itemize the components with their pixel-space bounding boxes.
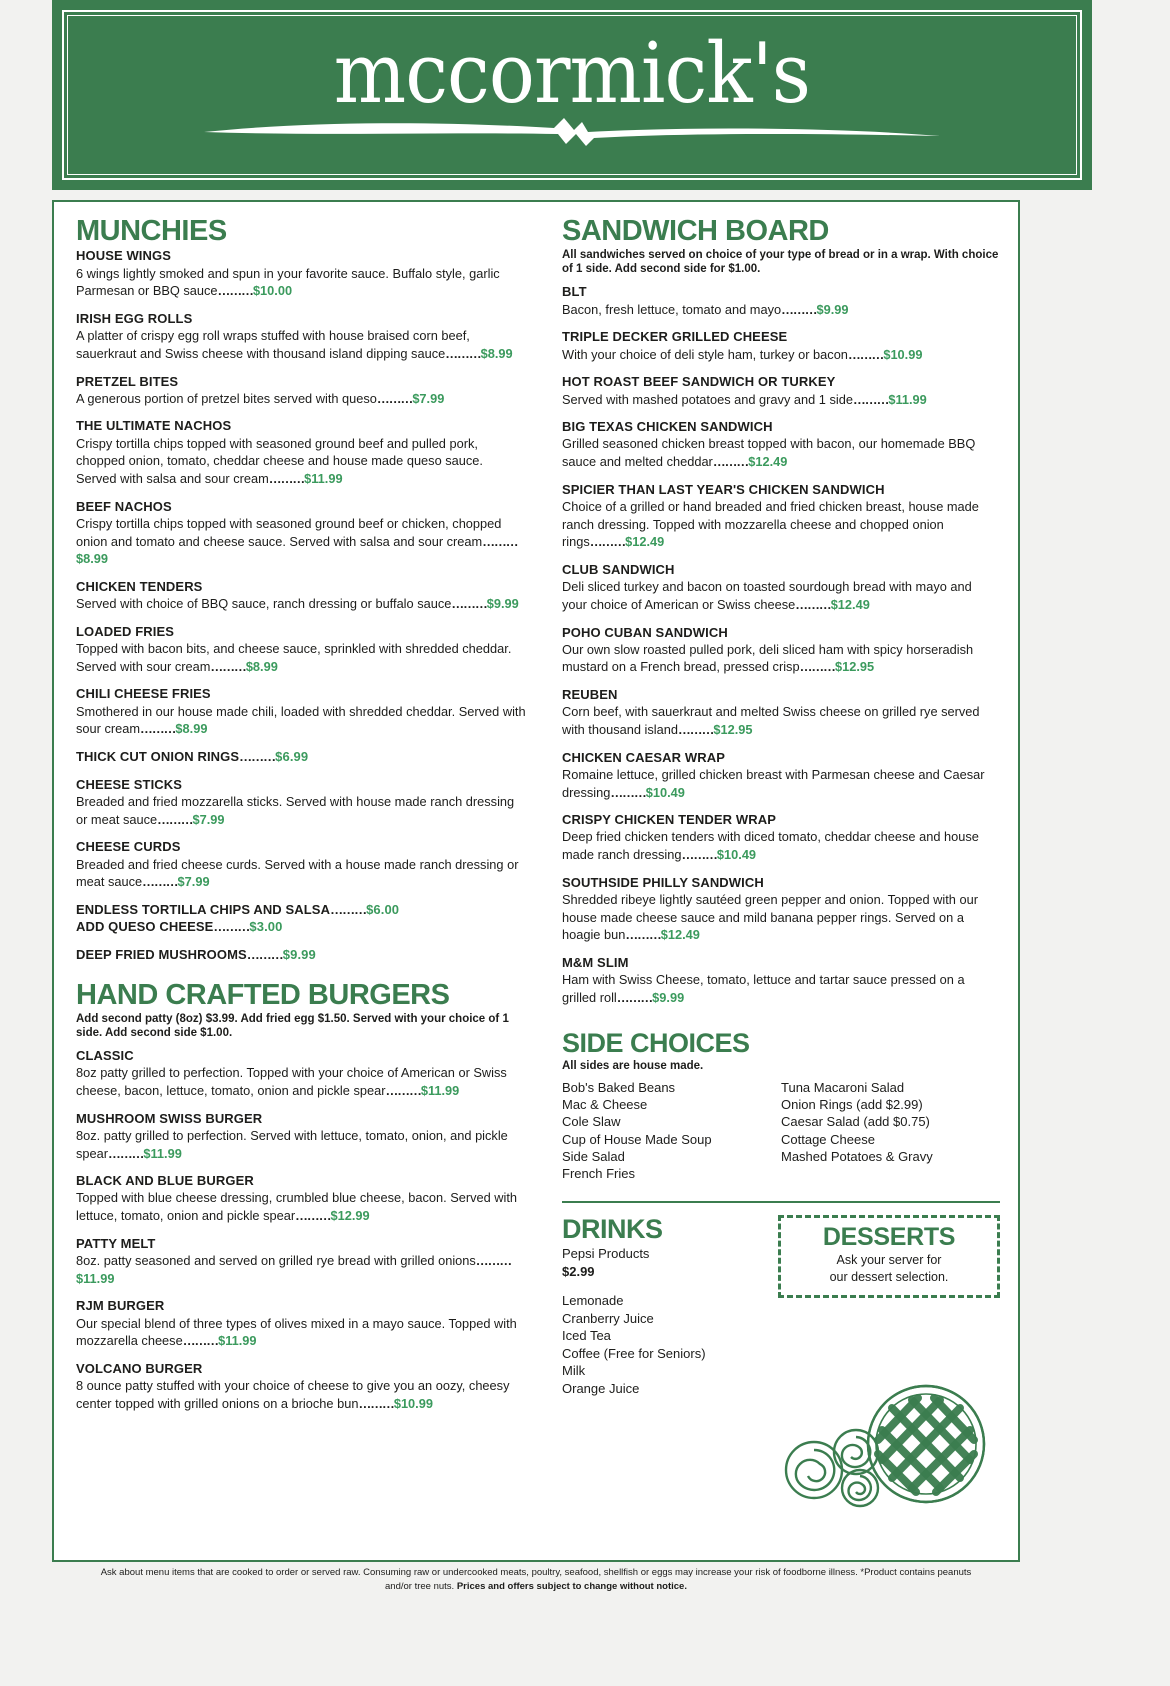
menu-item-inline-group xyxy=(76,947,526,964)
left-column xyxy=(76,216,546,1560)
price-leader-dots: ……… xyxy=(140,721,176,737)
menu-item-price: $8.99 xyxy=(76,551,109,567)
menu-item-price: $10.00 xyxy=(252,283,293,299)
menu-item-description xyxy=(562,641,1000,676)
menu-item-price: $12.49 xyxy=(748,454,788,470)
menu-item-description-text: Bacon, fresh lettuce, tomato and mayo xyxy=(562,301,782,317)
menu-item-name: SPICIER THAN LAST YEAR'S CHICKEN SANDWICH xyxy=(562,481,885,497)
menu-body xyxy=(52,200,1020,1562)
menu-item xyxy=(562,750,1000,802)
desserts-dashed-box xyxy=(778,1215,1000,1299)
menu-item xyxy=(562,329,1000,363)
menu-item-price: $11.99 xyxy=(420,1083,460,1098)
menu-item xyxy=(76,1111,526,1163)
menu-item-description-text: 8oz patty grilled to perfection. Topped with your choice of American or Swiss cheese, bacon, lettuce, tomato, onion and pickle spear xyxy=(76,1065,507,1098)
menu-item-price: $12.49 xyxy=(660,927,700,943)
list-item: Bob's Baked Beans xyxy=(562,1079,676,1095)
menu-item-description-text: Grilled seasoned chicken breast topped with bacon, our homemade BBQ sauce and melted cheddar xyxy=(562,436,976,470)
menu-item xyxy=(76,686,526,738)
price-leader-dots: ……… xyxy=(108,1145,144,1161)
menu-item-description xyxy=(76,1252,526,1287)
menu-item-name: CHEESE CURDS xyxy=(76,839,181,855)
menu-item-description xyxy=(76,640,526,675)
price-leader-dots: ……… xyxy=(330,901,367,917)
menu-item-price: $11.99 xyxy=(218,1333,257,1349)
menu-item-price: $10.49 xyxy=(645,784,685,800)
sides-note: All sides are house made. xyxy=(562,1059,704,1072)
menu-item-description-text: Topped with blue cheese dressing, crumbled blue cheese, bacon. Served with lettuce, tomato, onion and pickle spear xyxy=(76,1190,518,1224)
menu-item-name: HOT ROAST BEEF SANDWICH OR TURKEY xyxy=(562,374,836,390)
menu-item-description xyxy=(76,1315,526,1350)
section-heading-sides: SIDE CHOICES xyxy=(562,1027,750,1058)
menu-item-description xyxy=(76,435,526,488)
menu-item-price: $6.00 xyxy=(366,901,400,917)
menu-item-name: BEEF NACHOS xyxy=(76,498,172,514)
footer-line-1: Ask about menu items that are cooked to order or served raw. Consuming raw or undercooked meats, poultry, seafood, shellfish or eggs may increase your risk of foodborne illness. *Product contains xyxy=(100,1567,935,1578)
price-leader-dots: ……… xyxy=(213,918,250,934)
price-leader-dots: ……… xyxy=(795,596,831,612)
menu-item-description-text: Ham with Swiss Cheese, tomato, lettuce and tartar sauce pressed on a grilled roll xyxy=(562,972,965,1005)
price-leader-dots: ……… xyxy=(157,811,193,827)
price-leader-dots: ……… xyxy=(239,748,276,764)
menu-item-name: POHO CUBAN SANDWICH xyxy=(562,624,728,640)
right-column xyxy=(546,216,1000,1560)
menu-item-price: $8.99 xyxy=(245,658,278,674)
menu-item xyxy=(76,579,526,613)
price-leader-dots: ……… xyxy=(677,722,714,737)
menu-item-description-text: Breaded and fried cheese curds. Served with a house made ranch dressing or meat sauce xyxy=(76,856,519,890)
price-leader-dots: ……… xyxy=(451,596,487,612)
list-item: Cole Slaw xyxy=(562,1114,621,1130)
menu-item-name: HOUSE WINGS xyxy=(76,248,171,264)
menu-item-description xyxy=(562,578,1000,613)
munchies-item-list-2 xyxy=(76,777,526,891)
menu-item-price: $9.99 xyxy=(816,301,849,317)
price-leader-dots: ……… xyxy=(268,471,305,487)
menu-item xyxy=(562,562,1000,614)
sides-column-1 xyxy=(562,1079,781,1183)
drink-item: Milk xyxy=(562,1363,586,1379)
menu-item-description-text: 8oz. patty seasoned and served on grilled rye bread with grilled onions xyxy=(76,1253,476,1269)
menu-item-name: CHILI CHEESE FRIES xyxy=(76,686,211,702)
munchies-inline-list-1 xyxy=(76,749,526,766)
menu-item-name: CLUB SANDWICH xyxy=(562,561,675,577)
menu-item-description xyxy=(76,1064,526,1099)
menu-item-description-text: Shredded ribeye lightly sautéed green pepper and onion. Topped with our house made cheese sauce and mild banana pepper rings. Served on a hoagie bun xyxy=(562,892,978,943)
price-leader-dots: ……… xyxy=(712,454,749,470)
menu-item-price: $8.99 xyxy=(480,345,513,361)
menu-item-inline xyxy=(76,947,526,964)
menu-item-price: $9.99 xyxy=(652,989,685,1005)
menu-item-description xyxy=(562,766,1000,801)
menu-item-name: THICK CUT ONION RINGS xyxy=(76,748,240,764)
menu-item xyxy=(76,1298,526,1350)
list-item: Side Salad xyxy=(562,1149,625,1165)
price-leader-dots: ……… xyxy=(781,301,817,317)
menu-item-name: ENDLESS TORTILLA CHIPS AND SALSA xyxy=(76,901,331,917)
menu-item-description xyxy=(76,703,526,738)
sandwiches-note: All sandwiches served on choice of your type of bread or in a wrap. With choice of 1 side. Add second side for $1.00. xyxy=(562,249,999,276)
menu-item-description xyxy=(76,1189,526,1224)
drinks-pepsi-price: $2.99 xyxy=(562,1263,595,1279)
menu-item-price: $12.49 xyxy=(830,596,870,612)
menu-item-description-text: Choice of a grilled or hand breaded and fried chicken breast, house made ranch dressing. Topped with mozzarella cheese and chopped onion rings xyxy=(562,499,979,550)
menu-item xyxy=(562,812,1000,864)
price-leader-dots: ……… xyxy=(376,390,413,406)
menu-item-description-text: Served with mashed potatoes and gravy and 1 side xyxy=(562,391,853,407)
pie-and-rolls-illustration xyxy=(774,1378,1006,1513)
price-leader-dots: ……… xyxy=(295,1208,331,1224)
menu-item-description-text: 6 wings lightly smoked and spun in your favorite sauce. Buffalo style, garlic Parmesan or BBQ sauce xyxy=(76,265,500,299)
list-item: Onion Rings (add $2.99) xyxy=(781,1097,923,1113)
menu-item-name: DEEP FRIED MUSHROOMS xyxy=(76,946,247,962)
drinks-other-list xyxy=(562,1292,752,1397)
menu-item-price: $12.95 xyxy=(713,722,753,737)
menu-item-description xyxy=(562,391,1000,409)
menu-item-inline xyxy=(76,902,526,919)
menu-item xyxy=(76,1361,526,1413)
burgers-note: Add second patty (8oz) $3.99. Add fried egg $1.50. Served with your choice of 1 side. Add second side $1.00. xyxy=(76,1013,509,1040)
menu-item xyxy=(76,1236,526,1288)
menu-item-price: $7.99 xyxy=(192,811,225,827)
menu-item-name: BLT xyxy=(562,284,587,300)
menu-item-description xyxy=(76,515,526,568)
price-leader-dots: ……… xyxy=(799,659,835,675)
menu-item-inline-group xyxy=(76,902,526,936)
price-leader-dots: ……… xyxy=(589,534,626,550)
menu-item-name: CRISPY CHICKEN TENDER WRAP xyxy=(562,812,776,828)
menu-item-description-text: Served with choice of BBQ sauce, ranch dressing or buffalo sauce xyxy=(76,596,452,612)
section-heading-burgers: HAND CRAFTED BURGERS xyxy=(76,978,450,1011)
menu-item-price: $11.99 xyxy=(76,1270,115,1286)
menu-item xyxy=(76,418,526,487)
menu-item-description-text: Breaded and fried mozzarella sticks. Served with house made ranch dressing or meat sauce xyxy=(76,794,515,827)
menu-item-name: M&M SLIM xyxy=(562,955,629,970)
price-leader-dots: ……… xyxy=(445,345,481,361)
menu-item-price: $11.99 xyxy=(304,471,343,487)
menu-item-description xyxy=(76,327,526,362)
menu-item-price: $3.00 xyxy=(249,918,283,934)
price-leader-dots: ……… xyxy=(475,1253,512,1269)
price-leader-dots: ……… xyxy=(610,784,646,800)
menu-item-description xyxy=(562,435,1000,470)
menu-item-price: $12.99 xyxy=(330,1208,370,1224)
menu-item xyxy=(76,374,526,408)
list-item: Tuna Macaroni Salad xyxy=(781,1079,905,1095)
price-leader-dots: ……… xyxy=(482,533,518,549)
menu-item-price: $6.99 xyxy=(275,748,309,764)
menu-item-name: REUBEN xyxy=(562,687,618,703)
menu-item-name: ADD QUESO CHEESE xyxy=(76,918,214,934)
menu-item-price: $10.49 xyxy=(716,847,757,863)
menu-item-price: $12.49 xyxy=(625,534,665,550)
menu-item-price: $12.95 xyxy=(834,659,875,675)
drinks-block xyxy=(562,1215,752,1398)
menu-item-price: $10.99 xyxy=(883,346,923,362)
list-item: Cottage Cheese xyxy=(781,1131,875,1147)
menu-item xyxy=(76,1173,526,1225)
menu-item-price: $8.99 xyxy=(175,721,208,737)
menu-item-price: $11.99 xyxy=(143,1145,182,1161)
menu-item-name: CLASSIC xyxy=(76,1048,134,1064)
section-heading-drinks: DRINKS xyxy=(562,1213,663,1244)
price-leader-dots: ……… xyxy=(385,1083,421,1098)
drink-item: Cranberry Juice xyxy=(562,1310,654,1326)
menu-item-name: CHICKEN CAESAR WRAP xyxy=(562,749,725,765)
drink-item: Orange Juice xyxy=(562,1380,640,1396)
munchies-inline-group xyxy=(76,902,526,936)
menu-item-description xyxy=(76,595,526,613)
section-heading-munchies: MUNCHIES xyxy=(76,215,227,247)
banner-outer-border xyxy=(62,10,1082,180)
menu-item-price: $7.99 xyxy=(412,390,445,406)
price-leader-dots: ……… xyxy=(217,283,253,299)
menu-item-name: BIG TEXAS CHICKEN SANDWICH xyxy=(562,419,773,435)
desserts-line-1: Ask your server for xyxy=(836,1253,942,1268)
menu-item-description-text: Deli sliced turkey and bacon on toasted sourdough bread with mayo and your choice of American or Swiss cheese xyxy=(562,579,972,612)
menu-item-name: TRIPLE DECKER GRILLED CHEESE xyxy=(562,329,788,345)
menu-item xyxy=(76,624,526,676)
menu-item xyxy=(562,374,1000,408)
menu-item xyxy=(76,499,526,568)
desserts-block xyxy=(752,1215,1000,1398)
list-item: Mac & Cheese xyxy=(562,1097,648,1113)
price-leader-dots: ……… xyxy=(681,847,717,863)
menu-item-description xyxy=(76,1377,526,1412)
menu-item-name: CHICKEN TENDERS xyxy=(76,578,203,594)
drink-item: Lemonade xyxy=(562,1293,624,1309)
drinks-pepsi-label: Pepsi Products xyxy=(562,1245,650,1261)
menu-item xyxy=(562,955,1000,1007)
menu-item-price: $11.99 xyxy=(888,391,927,407)
footer-line-2-bold: Prices and offers subject to change without notice. xyxy=(456,1580,687,1592)
menu-item xyxy=(76,777,526,829)
munchies-item-list xyxy=(76,248,526,738)
section-heading-desserts: DESSERTS xyxy=(822,1222,956,1251)
menu-item-name: LOADED FRIES xyxy=(76,623,174,639)
menu-item-description-text: Smothered in our house made chili, loaded with shredded cheddar. Served with sour cream xyxy=(76,703,526,737)
drink-item: Coffee (Free for Seniors) xyxy=(562,1345,706,1361)
menu-item-description xyxy=(562,346,1000,364)
price-leader-dots: ……… xyxy=(210,658,246,674)
drink-item: Iced Tea xyxy=(562,1328,611,1344)
menu-item-inline xyxy=(76,919,526,936)
menu-item-description xyxy=(562,971,1000,1006)
menu-item-description xyxy=(76,793,526,828)
menu-item-description-text: Corn beef, with sauerkraut and melted Swiss cheese on grilled rye served with thousand island xyxy=(562,704,980,737)
menu-item xyxy=(562,687,1000,739)
sides-column-2 xyxy=(781,1079,1000,1183)
price-leader-dots: ……… xyxy=(616,989,653,1005)
menu-item xyxy=(76,839,526,891)
menu-item xyxy=(76,248,526,300)
menu-item-description-text: Our special blend of three types of olives mixed in a mayo sauce. Topped with mozzarella cheese xyxy=(76,1315,517,1349)
price-leader-dots: ……… xyxy=(358,1395,394,1411)
footer-line-2-plain: peanuts and/or tree nuts. xyxy=(385,1567,972,1592)
list-item: French Fries xyxy=(562,1166,635,1182)
menu-item xyxy=(562,419,1000,471)
menu-item-name: MUSHROOM SWISS BURGER xyxy=(76,1110,263,1126)
menu-item-price: $7.99 xyxy=(177,874,210,890)
list-item: Cup of House Made Soup xyxy=(562,1131,712,1147)
price-leader-dots: ……… xyxy=(847,346,884,362)
menu-item xyxy=(76,1048,526,1100)
menu-item-description-text: Romaine lettuce, grilled chicken breast with Parmesan cheese and Caesar dressing xyxy=(562,766,985,800)
menu-item-description xyxy=(562,828,1000,863)
menu-item-description xyxy=(562,703,1000,738)
sandwiches-item-list xyxy=(562,284,1000,1006)
sides-grid xyxy=(562,1079,1000,1183)
menu-item-name: CHEESE STICKS xyxy=(76,776,183,792)
menu-item-name: IRISH EGG ROLLS xyxy=(76,311,193,326)
menu-item-description xyxy=(76,390,526,408)
menu-item-description-text: A platter of crispy egg roll wraps stuffed with house braised corn beef, sauerkraut and Swiss cheese with thousand island dipping sauce xyxy=(76,328,470,361)
list-item: Mashed Potatoes & Gravy xyxy=(781,1149,933,1165)
menu-item-inline-group xyxy=(76,749,526,766)
price-leader-dots: ……… xyxy=(625,927,661,943)
menu-item-description xyxy=(76,1127,526,1162)
menu-item-name: PRETZEL BITES xyxy=(76,373,179,389)
menu-item-description xyxy=(562,498,1000,551)
menu-item-description-text: Deep fried chicken tenders with diced tomato, cheddar cheese and house made ranch dressing xyxy=(562,829,979,863)
price-leader-dots: ……… xyxy=(852,391,889,407)
menu-item-description-text: A generous portion of pretzel bites served with queso xyxy=(76,390,377,406)
menu-item-price: $9.99 xyxy=(282,946,316,962)
drinks-spacer xyxy=(562,1280,752,1292)
banner-inner-border xyxy=(67,15,1077,175)
menu-item-description-text: Crispy tortilla chips topped with seasoned ground beef or chicken, chopped onion and tomato and cheese sauce. Served with salsa and sour cream xyxy=(76,515,502,549)
menu-item xyxy=(562,284,1000,318)
menu-item-name: THE ULTIMATE NACHOS xyxy=(76,418,232,434)
menu-item xyxy=(562,875,1000,944)
menu-item-description xyxy=(562,301,1000,319)
price-leader-dots: ……… xyxy=(182,1333,219,1349)
desserts-line-2: our dessert selection. xyxy=(829,1270,949,1285)
menu-item-description xyxy=(76,265,526,300)
section-heading-sandwiches: SANDWICH BOARD xyxy=(562,215,829,247)
menu-item-description-text: With your choice of deli style ham, turkey or bacon xyxy=(562,346,848,362)
menu-item-price: $9.99 xyxy=(486,596,519,612)
restaurant-banner xyxy=(52,0,1092,190)
munchies-inline-list-2 xyxy=(76,947,526,964)
price-leader-dots: ……… xyxy=(142,874,178,890)
menu-item-description xyxy=(562,891,1000,944)
list-item: Caesar Salad (add $0.75) xyxy=(781,1114,930,1130)
menu-item-name: BLACK AND BLUE BURGER xyxy=(76,1173,254,1189)
menu-item-name: PATTY MELT xyxy=(76,1235,156,1251)
menu-item-name: VOLCANO BURGER xyxy=(76,1360,203,1376)
menu-item-inline xyxy=(76,749,526,766)
footer-disclaimer xyxy=(52,1566,1020,1594)
menu-item-description-text: Crispy tortilla chips topped with seasoned ground beef and pulled pork, chopped onion, tomato, cheddar cheese and house made queso sauce. Served with salsa and sour cream xyxy=(76,435,483,487)
menu-item-description xyxy=(76,856,526,891)
menu-item-description-text: Topped with bacon bits, and cheese sauce, sprinkled with shredded cheddar. Served with sour cream xyxy=(76,641,512,674)
menu-item-name: SOUTHSIDE PHILLY SANDWICH xyxy=(562,874,764,890)
price-leader-dots: ……… xyxy=(246,946,283,962)
menu-item-description-text: 8 ounce patty stuffed with your choice of cheese to give you an oozy, cheesy center topped with grilled onions on a brioche bun xyxy=(76,1378,510,1411)
restaurant-logo-text: mccormick's xyxy=(333,25,811,123)
burgers-item-list xyxy=(76,1048,526,1412)
menu-item-description-text: Our own slow roasted pulled pork, deli sliced ham with spicy horseradish mustard on a French bread, pressed crisp xyxy=(562,641,974,675)
section-divider xyxy=(562,1201,1000,1203)
menu-item-name: RJM BURGER xyxy=(76,1298,165,1314)
menu-item-price: $10.99 xyxy=(393,1395,433,1411)
menu-item xyxy=(562,482,1000,551)
drinks-desserts-row xyxy=(562,1215,1000,1398)
menu-item-description-text: 8oz. patty grilled to perfection. Served with lettuce, tomato, onion, and pickle spear xyxy=(76,1127,508,1161)
menu-item xyxy=(76,311,526,363)
menu-item xyxy=(562,625,1000,677)
